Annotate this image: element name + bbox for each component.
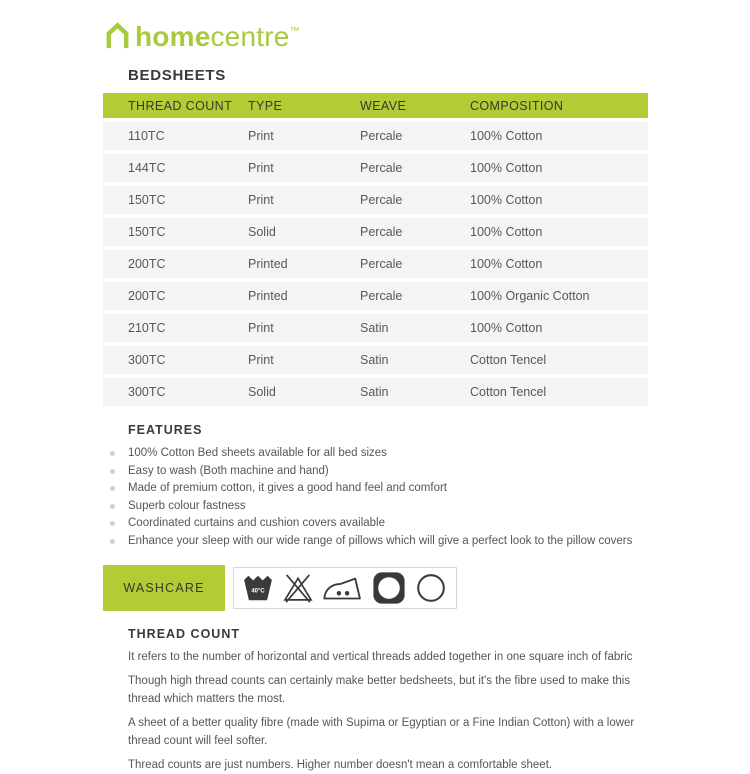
cell-type: Print (248, 161, 274, 175)
table-row (103, 314, 648, 342)
cell-composition: 100% Cotton (470, 161, 543, 175)
bullet-icon (110, 521, 115, 526)
paragraph: Though high thread counts can certainly make better bedsheets, but it's the fibre used to make this thread which matters the most. (128, 675, 631, 705)
bullet-icon (110, 539, 115, 544)
washcare-label: WASHCARE (103, 565, 225, 611)
cell-type: Solid (248, 225, 276, 239)
thread-count-section (103, 627, 648, 774)
cell-weave: Percale (360, 225, 403, 239)
paragraph: A sheet of a better quality fibre (made with Supima or Egyptian or a Fine Indian Cotton) with a lower thread count will feel softer. (128, 717, 635, 747)
feature-text: Easy to wash (Both machine and hand) (128, 464, 329, 477)
cell-weave: Satin (360, 353, 389, 367)
features-title: FEATURES (128, 423, 203, 437)
cell-thread-count: 150TC (128, 193, 166, 207)
cell-type: Print (248, 129, 274, 143)
washcare-icon-strip (233, 567, 457, 609)
cell-weave: Percale (360, 289, 403, 303)
cell-type: Printed (248, 257, 288, 271)
spec-table (103, 93, 648, 406)
features-section (103, 423, 648, 550)
cell-thread-count: 200TC (128, 289, 166, 303)
cell-composition: Cotton Tencel (470, 385, 547, 399)
iron-two-dots-icon (322, 572, 364, 604)
bullet-icon (110, 451, 115, 456)
feature-text: 100% Cotton Bed sheets available for all bed sizes (128, 447, 387, 459)
list-item (103, 445, 648, 463)
table-header-row (103, 93, 648, 118)
thread-count-paragraphs (128, 648, 648, 774)
feature-text: Made of premium cotton, it gives a good hand feel and comfort (128, 482, 447, 494)
cell-composition: Cotton Tencel (470, 353, 547, 367)
svg-text:40°C: 40°C (251, 588, 265, 595)
homecentre-logo (103, 18, 648, 50)
logo-text (135, 18, 300, 50)
list-item (103, 480, 648, 498)
bullet-icon (110, 469, 115, 474)
header-cell-type: TYPE (248, 98, 283, 113)
table-row (103, 186, 648, 214)
table-row (103, 218, 648, 246)
bullet-icon (110, 504, 115, 509)
feature-text: Enhance your sleep with our wide range of pillows which will give a perfect look to the pillow covers (128, 534, 633, 547)
table-row (103, 346, 648, 374)
cell-composition: 100% Cotton (470, 193, 543, 207)
list-item (103, 463, 648, 481)
wash-40c-icon (242, 572, 274, 604)
header-cell-thread-count: THREAD COUNT (128, 98, 233, 113)
thread-count-title: THREAD COUNT (128, 627, 240, 641)
table-row (103, 378, 648, 406)
cell-weave: Percale (360, 193, 403, 207)
table-row (103, 250, 648, 278)
cell-weave: Percale (360, 129, 403, 143)
cell-composition: 100% Organic Cotton (470, 289, 590, 303)
cell-composition: 100% Cotton (470, 257, 543, 271)
cell-type: Printed (248, 289, 288, 303)
cell-composition: 100% Cotton (470, 225, 543, 239)
feature-list (103, 445, 648, 550)
paragraph: Thread counts are just numbers. Higher number doesn't mean a comfortable sheet. (128, 759, 553, 771)
list-item (103, 498, 648, 516)
cell-weave: Percale (360, 257, 403, 271)
do-not-bleach-icon (281, 571, 315, 605)
list-item (103, 515, 648, 533)
table-row (103, 122, 648, 150)
table-row (103, 282, 648, 310)
paragraph: It refers to the number of horizontal and vertical threads added together in one square inch of fabric (128, 651, 633, 663)
cell-type: Solid (248, 385, 276, 399)
table-row (103, 154, 648, 182)
page-title: BEDSHEETS (128, 67, 226, 84)
cell-thread-count: 110TC (128, 129, 165, 143)
feature-text: Coordinated curtains and cushion covers available (128, 517, 385, 529)
logo-centre-label: centre (210, 21, 290, 52)
cell-weave: Percale (360, 161, 403, 175)
tumble-dry-icon (371, 570, 407, 606)
washcare-section (103, 565, 648, 611)
cell-thread-count: 300TC (128, 353, 166, 367)
header-cell-composition: COMPOSITION (470, 98, 564, 113)
cell-type: Print (248, 193, 274, 207)
cell-type: Print (248, 353, 274, 367)
cell-thread-count: 150TC (128, 225, 166, 239)
cell-thread-count: 200TC (128, 257, 166, 271)
cell-type: Print (248, 321, 274, 335)
cell-thread-count: 300TC (128, 385, 166, 399)
header-cell-weave: WEAVE (360, 98, 407, 113)
house-icon (103, 21, 132, 50)
cell-thread-count: 144TC (128, 161, 166, 175)
cell-composition: 100% Cotton (470, 129, 543, 143)
cell-weave: Satin (360, 385, 389, 399)
logo-home-label: home (135, 21, 211, 52)
list-item (103, 533, 648, 551)
logo-trademark: ™ (289, 26, 300, 37)
feature-text: Superb colour fastness (128, 499, 246, 512)
bullet-icon (110, 486, 115, 491)
cell-thread-count: 210TC (128, 321, 166, 335)
cell-weave: Satin (360, 321, 389, 335)
dry-clean-icon (414, 571, 448, 605)
cell-composition: 100% Cotton (470, 321, 543, 335)
